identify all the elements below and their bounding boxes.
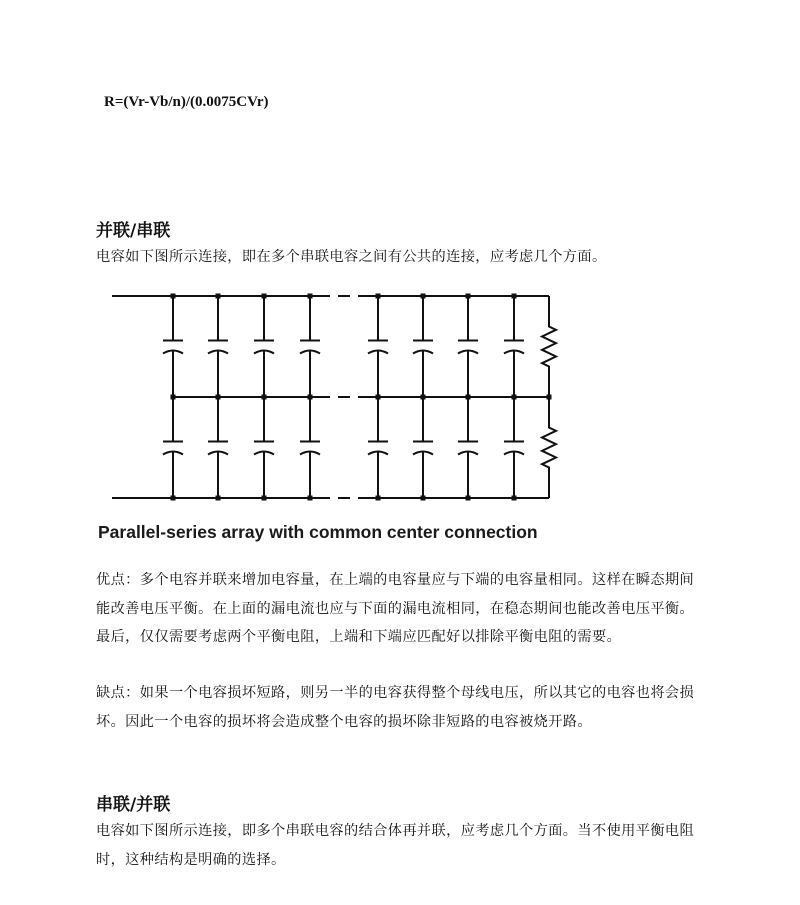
junction-dot: [376, 395, 381, 400]
formula: R=(Vr-Vb/n)/(0.0075CVr): [104, 94, 269, 110]
junction-dot: [466, 294, 471, 299]
section-heading-series-parallel: 串联/并联: [96, 795, 171, 815]
junction-dot: [466, 395, 471, 400]
junction-dot: [308, 496, 313, 501]
parallel-series-circuit-diagram: [100, 286, 570, 506]
junction-dot: [262, 496, 267, 501]
pros-paragraph: 优点：多个电容并联来增加电容量，在上端的电容量应与下端的电容量相同。这样在瞬态期间能改善电压平衡。在上面的漏电流也应与下面的漏电流相同，在稳态期间也能改善电压平衡。最后，仅仅需要考虑两个平衡电阻，上端和下端应匹配好以排除平衡电阻的需要。: [96, 572, 695, 645]
junction-dot: [376, 294, 381, 299]
junction-dot: [512, 294, 517, 299]
section-intro-series-parallel: 电容如下图所示连接，即多个串联电容的结合体再并联，应考虑几个方面。当不使用平衡电阻时，这种结构是明确的选择。: [96, 823, 695, 868]
cons-paragraph: 缺点：如果一个电容损坏短路，则另一半的电容获得整个母线电压，所以其它的电容也将会损坏。因此一个电容的损坏将会造成整个电容的损坏除非短路的电容被烧开路。: [96, 685, 695, 730]
junction-dot: [262, 395, 267, 400]
junction-dot: [421, 395, 426, 400]
junction-dot: [421, 294, 426, 299]
balancing-resistor-lower: [542, 397, 556, 498]
junction-dot: [308, 294, 313, 299]
balancing-resistor-upper: [542, 296, 556, 397]
junction-dot: [171, 395, 176, 400]
section-intro-parallel-series: 电容如下图所示连接，即在多个串联电容之间有公共的连接，应考虑几个方面。: [96, 249, 607, 265]
junction-dot: [171, 294, 176, 299]
junction-dot: [216, 496, 221, 501]
junction-dot: [512, 395, 517, 400]
junction-dot: [216, 395, 221, 400]
junction-dot: [466, 496, 471, 501]
junction-dot: [547, 395, 552, 400]
section-heading-parallel-series: 并联/串联: [96, 221, 171, 241]
junction-dot: [171, 496, 176, 501]
junction-dot: [216, 294, 221, 299]
figure-caption: Parallel-series array with common center connection: [98, 522, 538, 542]
junction-dot: [262, 294, 267, 299]
junction-dot: [376, 496, 381, 501]
junction-dot: [512, 496, 517, 501]
junction-dot: [308, 395, 313, 400]
junction-dot: [421, 496, 426, 501]
